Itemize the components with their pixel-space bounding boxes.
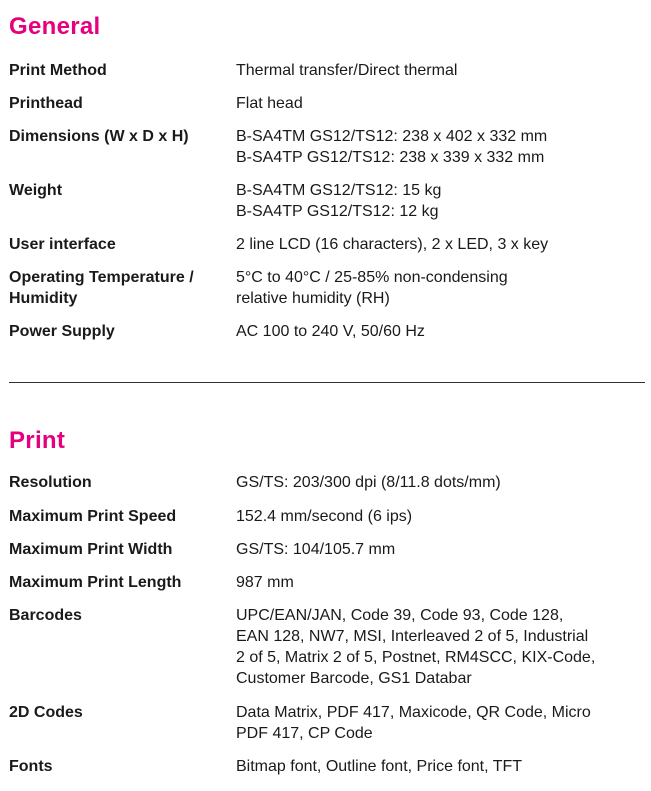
spec-label: Dimensions (W x D x H) — [9, 128, 189, 145]
spec-label: Fonts — [9, 758, 53, 775]
spec-value: GS/TS: 203/300 dpi (8/11.8 dots/mm) — [236, 474, 501, 491]
spec-value: 152.4 mm/second (6 ips) — [236, 508, 413, 525]
spec-label: Weight — [9, 182, 63, 199]
spec-label: User interface — [9, 236, 116, 253]
section-heading-general: General — [9, 13, 101, 40]
section-heading-print: Print — [9, 427, 66, 454]
spec-value: B-SA4TM GS12/TS12: 238 x 402 x 332 mm B-SA4TP GS12/TS12: 238 x 339 x 332 mm — [236, 128, 548, 166]
spec-label: 2D Codes — [9, 704, 83, 721]
spec-label: Power Supply — [9, 323, 115, 340]
spec-value: 5°C to 40°C / 25-85% non-condensing relative humidity (RH) — [236, 269, 508, 307]
spec-label: Maximum Print Speed — [9, 508, 177, 525]
spec-label: Operating Temperature / Humidity — [9, 269, 194, 307]
spec-value: Flat head — [236, 95, 303, 112]
spec-value: Bitmap font, Outline font, Price font, TFT — [236, 758, 523, 775]
spec-label: Resolution — [9, 474, 92, 491]
spec-value: AC 100 to 240 V, 50/60 Hz — [236, 323, 425, 340]
spec-value: GS/TS: 104/105.7 mm — [236, 541, 396, 558]
spec-value: Data Matrix, PDF 417, Maxicode, QR Code, Micro PDF 417, CP Code — [236, 704, 591, 742]
spec-label: Print Method — [9, 62, 107, 79]
spec-value: UPC/EAN/JAN, Code 39, Code 93, Code 128, EAN 128, NW7, MSI, Interleaved 2 of 5, Industrial 2 of 5, Matrix 2 of 5, Postnet, RM4SCC, KIX-Code, Customer Barcode, GS1 Databar — [236, 607, 596, 687]
spec-label: Maximum Print Length — [9, 574, 182, 591]
spec-label: Barcodes — [9, 607, 82, 624]
spec-value: Thermal transfer/Direct thermal — [236, 62, 458, 79]
spec-value: 2 line LCD (16 characters), 2 x LED, 3 x key — [236, 236, 549, 253]
spec-label: Maximum Print Width — [9, 541, 173, 558]
section-divider — [9, 382, 645, 383]
spec-label: Printhead — [9, 95, 83, 112]
spec-value: B-SA4TM GS12/TS12: 15 kg B-SA4TP GS12/TS12: 12 kg — [236, 182, 442, 220]
spec-value: 987 mm — [236, 574, 294, 591]
